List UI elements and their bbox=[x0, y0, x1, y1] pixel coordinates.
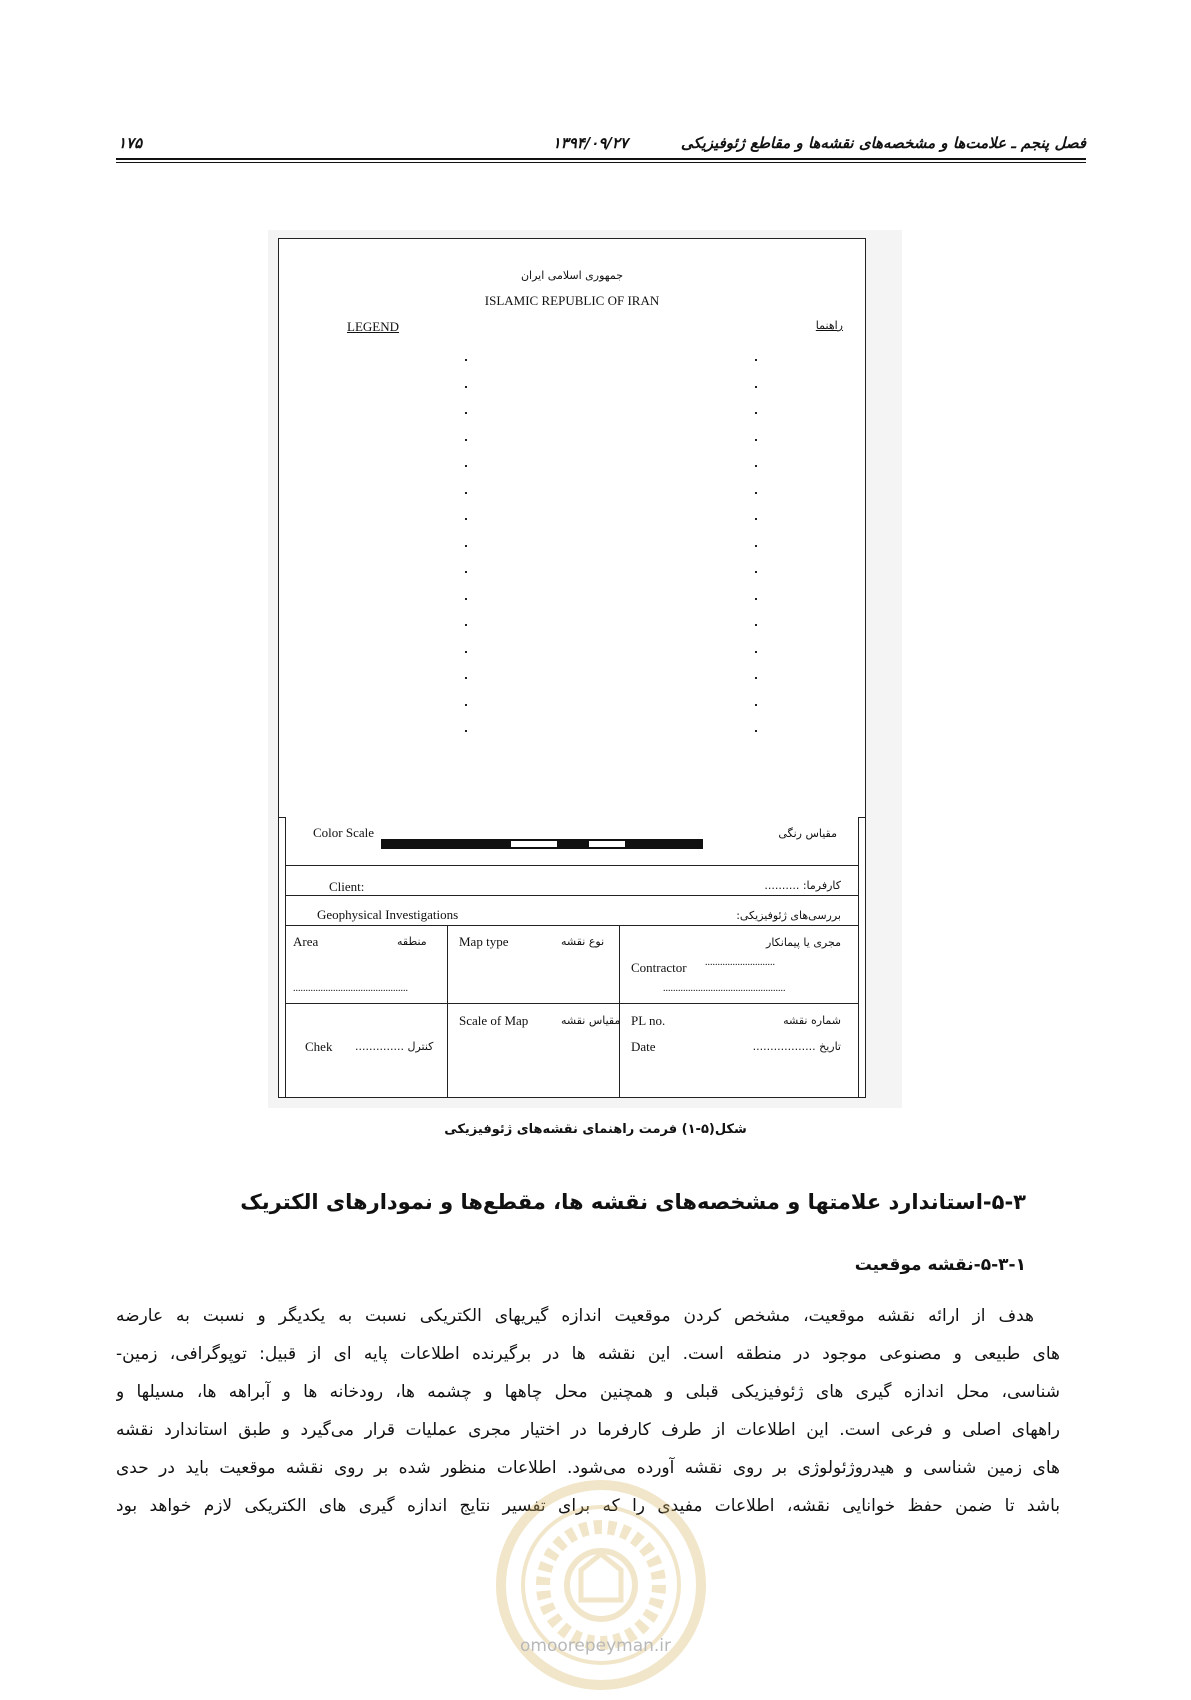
legend-placeholder-dot bbox=[755, 571, 757, 573]
legend-placeholder-dot bbox=[465, 677, 467, 679]
legend-placeholder-dot bbox=[465, 571, 467, 573]
contractor-dotted-line: ................................................. bbox=[663, 983, 786, 994]
legend-placeholder-dot bbox=[755, 386, 757, 388]
contractor-dotted-field: ............................ bbox=[705, 957, 775, 968]
body-line: شناسی، محل اندازه گیری های ژئوفیزیکی قبلی و همچنین محل چاهها و چشمه ها، رودخانه ها و آبراهه ها، مسیلها و bbox=[116, 1382, 1060, 1402]
date-label-fa: تاریخ .................. bbox=[752, 1040, 841, 1053]
frame-tick-right bbox=[859, 817, 865, 818]
legend-placeholder-dot bbox=[755, 624, 757, 626]
divider-line bbox=[285, 1003, 859, 1004]
body-line: راههای اصلی و فرعی است. این اطلاعات از طرف کارفرما در اختیار مجری عملیات قرار می‌گیرد و طبق استاندارد نقشه bbox=[116, 1420, 1060, 1440]
scale-bar-segment bbox=[589, 839, 625, 849]
legend-placeholder-dot bbox=[755, 730, 757, 732]
geophysical-investigations-fa: بررسی‌های ژئوفیزیکی: bbox=[736, 909, 841, 922]
country-name-fa: جمهوری اسلامی ایران bbox=[520, 269, 624, 282]
legend-placeholder-dot bbox=[465, 359, 467, 361]
contractor-label-en: Contractor bbox=[631, 960, 687, 975]
body-line: های طبیعی و مصنوعی موجود در منطقه است. این نقشه ها در برگیرنده اطلاعات پایه ای از قبیل: توپوگرافی، زمین- bbox=[116, 1344, 1060, 1364]
legend-placeholder-dot bbox=[465, 704, 467, 706]
scale-bar-segment bbox=[511, 839, 557, 849]
divider-line bbox=[285, 925, 859, 926]
subsection-heading: ۵-۳-۱-نقشه موقعیت bbox=[854, 1255, 1026, 1275]
legend-placeholder-dot bbox=[465, 518, 467, 520]
client-label-fa: کارفرما: .......... bbox=[764, 879, 841, 892]
date-label-en: Date bbox=[631, 1039, 656, 1054]
legend-placeholder-dot bbox=[465, 598, 467, 600]
contractor-label-fa: مجری یا پیمانکار bbox=[766, 936, 841, 949]
legend-placeholder-dot bbox=[755, 465, 757, 467]
color-scale-bar bbox=[381, 839, 703, 849]
pl-no-label-en: PL no. bbox=[631, 1013, 666, 1028]
pl-no-label-fa: شماره نقشه bbox=[783, 1014, 841, 1027]
header-rule-thin bbox=[116, 162, 1086, 163]
legend-placeholder-dot bbox=[465, 545, 467, 547]
cell-divider bbox=[447, 925, 448, 1097]
header-rule-thick bbox=[116, 158, 1086, 160]
legend-placeholder-dot bbox=[755, 359, 757, 361]
watermark-url: omoorepeyman.ir bbox=[519, 1636, 672, 1656]
body-line: هدف از ارائه نقشه موقعیت، مشخص کردن موقعیت اندازه گیریهای الکتریکی نسبت به یکدیگر و نسبت به عارضه bbox=[116, 1306, 1034, 1326]
header-date: ۱۳۹۴/۰۹/۲۷ bbox=[552, 134, 628, 152]
legend-placeholder-dot bbox=[755, 545, 757, 547]
area-dotted-field: .............................................. bbox=[293, 983, 408, 994]
body-line: های زمین شناسی و هیدروژئولوژی بر روی نقشه آورده می‌شود. اطلاعات منظور شده بر روی نقشه موقعیت باید در حدی bbox=[116, 1458, 1060, 1478]
chapter-title: فصل پنجم ـ علامت‌ها و مشخصه‌های نقشه‌ها و مقاطع ژئوفیزیکی bbox=[680, 134, 1086, 152]
figure-caption: شکل(۵-۱) فرمت راهنمای نقشه‌های ژئوفیزیکی bbox=[444, 1122, 747, 1137]
legend-placeholder-dot bbox=[755, 412, 757, 414]
legend-placeholder-dot bbox=[465, 412, 467, 414]
scale-of-map-label-en: Scale of Map bbox=[459, 1013, 529, 1028]
body-line: باشد تا ضمن حفظ خوانایی نقشه، اطلاعات مفیدی را که برای تفسیر نتایج اندازه گیری های الکتریکی لازم خواهد بود bbox=[116, 1496, 1060, 1516]
legend-placeholder-dot bbox=[755, 677, 757, 679]
legend-label-en: LEGEND bbox=[347, 319, 399, 334]
legend-placeholder-dot bbox=[755, 492, 757, 494]
watermark-seal-icon bbox=[486, 1470, 716, 1700]
legend-placeholder-dot bbox=[465, 624, 467, 626]
map-type-label-en: Map type bbox=[459, 934, 509, 949]
legend-placeholder-dot bbox=[755, 518, 757, 520]
map-type-label-fa: نوع نقشه bbox=[561, 935, 605, 948]
chek-label-fa: کنترل .............. bbox=[355, 1040, 434, 1053]
divider-line bbox=[285, 865, 859, 866]
legend-placeholder-dot bbox=[755, 651, 757, 653]
cell-divider bbox=[619, 925, 620, 1097]
color-scale-label-fa: مقیاس رنگی bbox=[778, 827, 837, 840]
legend-placeholder-dot bbox=[755, 598, 757, 600]
chek-label-en: Chek bbox=[305, 1039, 333, 1054]
legend-placeholder-dot bbox=[465, 386, 467, 388]
legend-placeholder-dot bbox=[755, 704, 757, 706]
divider-line bbox=[285, 895, 859, 896]
geophysical-investigations-en: Geophysical Investigations bbox=[317, 907, 459, 922]
legend-placeholder-dot bbox=[465, 465, 467, 467]
country-name-en: ISLAMIC REPUBLIC OF IRAN bbox=[484, 293, 660, 308]
legend-placeholder-dot bbox=[465, 651, 467, 653]
section-heading: ۵-۳-استاندارد علامتها و مشخصه‌های نقشه ها، مقطع‌ها و نمودارهای الکتریک bbox=[240, 1190, 1026, 1214]
legend-placeholder-dot bbox=[465, 439, 467, 441]
client-label-en: Client: bbox=[329, 879, 365, 894]
legend-template-figure bbox=[278, 238, 866, 1098]
scale-bar-segment bbox=[625, 839, 703, 849]
scale-bar-segment bbox=[381, 839, 511, 849]
area-label-en: Area bbox=[293, 934, 319, 949]
legend-placeholder-dot bbox=[755, 439, 757, 441]
color-scale-label-en: Color Scale bbox=[313, 825, 375, 840]
page-number: ۱۷۵ bbox=[118, 134, 143, 152]
scale-bar-segment bbox=[557, 839, 589, 849]
legend-placeholder-dot bbox=[465, 730, 467, 732]
scale-of-map-label-fa: مقیاس نقشه bbox=[561, 1014, 621, 1027]
legend-label-fa: راهنما bbox=[815, 319, 843, 332]
area-label-fa: منطقه bbox=[397, 935, 427, 948]
running-header bbox=[116, 124, 1086, 164]
legend-placeholder-dot bbox=[465, 492, 467, 494]
